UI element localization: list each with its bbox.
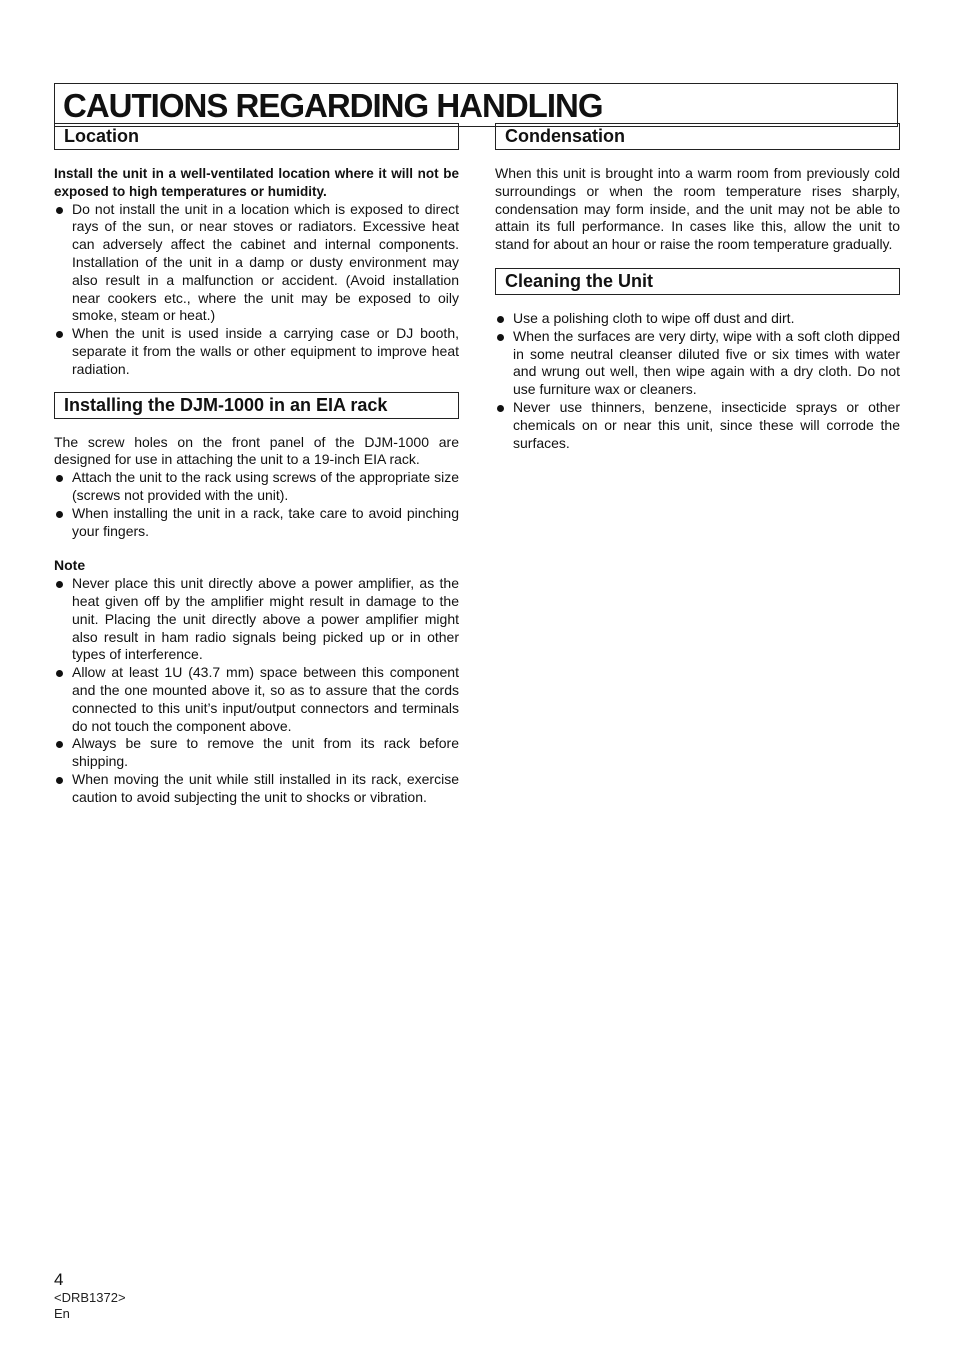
- location-section: [54, 123, 459, 379]
- right-column: [495, 123, 900, 452]
- cleaning-heading: Cleaning the Unit: [495, 268, 900, 295]
- page-footer: [54, 1270, 126, 1322]
- cleaning-bullets: [495, 310, 900, 452]
- list-item-text: Use a polishing cloth to wipe off dust and dirt.: [513, 309, 795, 326]
- list-item: [495, 399, 900, 452]
- bullet-icon: [56, 670, 63, 677]
- list-item: [54, 325, 459, 378]
- bullet-icon: [497, 316, 504, 323]
- bullet-icon: [56, 331, 63, 338]
- list-item-text: Allow at least 1U (43.7 mm) space between this component and the one mounted above it, so as to assure that the cords connected to this unit’s input/output connectors and terminals do not touch the component above.: [72, 664, 459, 734]
- list-item: [54, 201, 459, 326]
- page-title: CAUTIONS REGARDING HANDLING: [54, 83, 898, 127]
- list-item: [54, 771, 459, 807]
- bullet-icon: [497, 405, 504, 412]
- list-item-text: When installing the unit in a rack, take care to avoid pinching your fingers.: [72, 504, 459, 539]
- rack-section: [54, 392, 459, 807]
- condensation-heading: Condensation: [495, 123, 900, 150]
- bullet-icon: [56, 741, 63, 748]
- list-item: [54, 664, 459, 735]
- list-item-text: When moving the unit while still installed in its rack, exercise caution to avoid subjecting the unit to shocks or vibration.: [72, 770, 459, 805]
- cleaning-section: [495, 268, 900, 452]
- list-item-text: Do not install the unit in a location which is exposed to direct rays of the sun, or near stoves or radiators. Excessive heat can adversely affect the cabinet and internal components. Installation of the unit in a damp or dusty environment may also result in a malfunction or accident. (Avoid installation near cookers etc., where the unit may be exposed to oily smoke, steam or heat.): [72, 200, 459, 324]
- bullet-icon: [56, 207, 63, 214]
- location-heading: Location: [54, 123, 459, 150]
- list-item: [54, 505, 459, 541]
- rack-bullets: [54, 469, 459, 540]
- list-item-text: Never place this unit directly above a power amplifier, as the heat given off by the amplifier might result in damage to the unit. Placing the unit directly above a power amplifier might also result in ham radio signals being picked up or in other types of interference.: [72, 575, 459, 663]
- list-item-text: Always be sure to remove the unit from its rack before shipping.: [72, 735, 459, 770]
- bullet-icon: [56, 511, 63, 518]
- page-number: 4: [54, 1270, 64, 1289]
- list-item: [54, 469, 459, 505]
- note-bullets: [54, 575, 459, 806]
- condensation-text: When this unit is brought into a warm room from previously cold surroundings or when the room temperature rises sharply, condensation may form inside, and the unit may not be able to attain its full performance. In cases like this, allow the unit to stand for about an hour or raise the room temperature gradually.: [495, 165, 900, 253]
- condensation-section: [495, 123, 900, 254]
- bullet-icon: [497, 334, 504, 341]
- list-item: [495, 310, 900, 328]
- list-item-text: When the surfaces are very dirty, wipe with a soft cloth dipped in some neutral cleanser diluted five or six times with water and wrung out well, then wipe again with a dry cloth. Do not use furniture wax or cleaners.: [513, 327, 900, 398]
- location-lead: Install the unit in a well-ventilated location where it will not be exposed to high temperatures or humidity.: [54, 166, 459, 199]
- bullet-icon: [56, 475, 63, 482]
- bullet-icon: [56, 581, 63, 588]
- list-item-text: Attach the unit to the rack using screws of the appropriate size (screws not provided with the unit).: [72, 469, 459, 503]
- list-item: [54, 735, 459, 771]
- rack-heading: Installing the DJM-1000 in an EIA rack: [54, 392, 459, 419]
- left-column: [54, 123, 459, 807]
- list-item: [495, 328, 900, 399]
- rack-intro: The screw holes on the front panel of the DJM-1000 are designed for use in attaching the unit to a 19-inch EIA rack.: [54, 433, 459, 468]
- language-code: En: [54, 1306, 70, 1321]
- list-item: [54, 575, 459, 664]
- document-code: <DRB1372>: [54, 1290, 126, 1305]
- note-title: Note: [54, 557, 86, 574]
- bullet-icon: [56, 777, 63, 784]
- location-bullets: [54, 201, 459, 379]
- list-item-text: Never use thinners, benzene, insecticide sprays or other chemicals on or near this unit, since these will corrode the surfaces.: [513, 398, 900, 451]
- list-item-text: When the unit is used inside a carrying case or DJ booth, separate it from the walls or other equipment to improve heat radiation.: [72, 325, 459, 377]
